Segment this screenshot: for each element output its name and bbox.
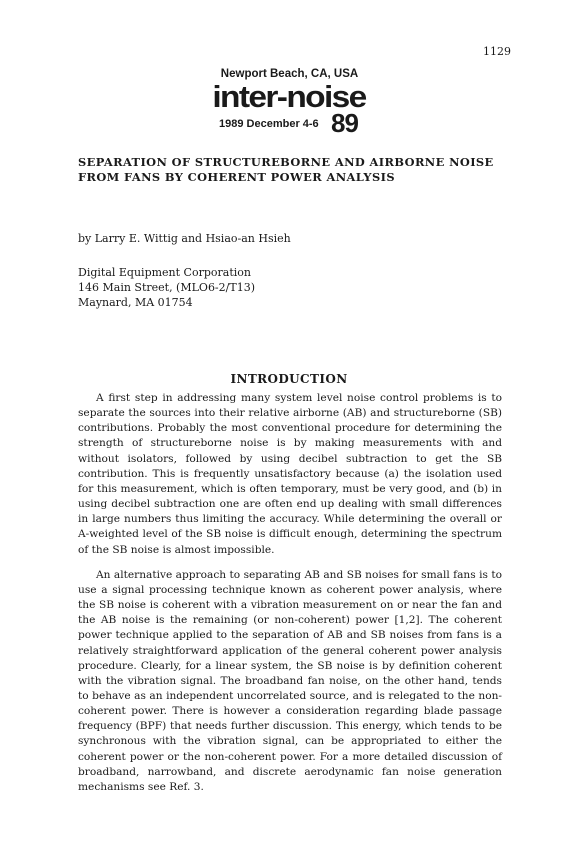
page-number: 1129 xyxy=(483,45,511,58)
section-heading: INTRODUCTION xyxy=(230,372,348,386)
affiliation-city: Maynard, MA 01754 xyxy=(78,296,193,309)
inter-noise-logo: inter-noise xyxy=(212,79,366,114)
conference-dates: 1989 December 4-6 xyxy=(219,118,319,130)
section-body xyxy=(78,391,502,805)
affiliation-street: 146 Main Street, (MLO6-2/T13) xyxy=(78,281,255,294)
conference-year-mark: 89 xyxy=(331,108,358,138)
title-line-2: FROM FANS BY COHERENT POWER ANALYSIS xyxy=(78,170,395,184)
paper-authors: by Larry E. Wittig and Hsiao-an Hsieh xyxy=(78,232,291,245)
author-affiliation xyxy=(78,265,255,310)
conference-header xyxy=(0,68,578,138)
conference-date-row xyxy=(0,108,578,138)
body-paragraph-2: An alternative approach to separating AB and SB noises for small fans is to use a signal processing technique known as coherent power analysis, where the SB noise is coherent with a vibration measurement on or near the fan and the AB noise is the remaining (or non-coherent) power [1,2]. The coherent power technique applied to the separation of AB and SB noises from fans is a relatively straightforward application of the general coherent power analysis procedure. Clearly, for a linear system, the SB noise is by definition coherent with the vibration signal. The broadband fan noise, on the other hand, tends to behave as an independent uncorrelated source, and is relegated to the non-coherent power. There is however a consideration regarding blade passage frequency (BPF) that needs further discussion. This energy, which tends to be synchronous with the vibration signal, can be appropriated to either the coherent power or the non-coherent power. For a more detailed discussion of broadband, narrowband, and discrete aerodynamic fan noise generation mechanisms see Ref. 3. xyxy=(78,568,502,793)
paper-title xyxy=(78,155,518,185)
conference-location: Newport Beach, CA, USA xyxy=(220,68,359,80)
affiliation-org: Digital Equipment Corporation xyxy=(78,266,251,279)
body-paragraph-1: A first step in addressing many system level noise control problems is to separate the sources into their relative airborne (AB) and structureborne (SB) contributions. Probably the most conventional procedure for determining the strength of structureborne noise is by making measurements with and without isolators, followed by using decibel subtraction to get the SB contribution. This is frequently unsatisfactory because (a) the isolation used for this measurement, which is often temporary, must be very good, and (b) in using decibel subtraction one are often end up dealing with small differences in large numbers thus limiting the accuracy. While determining the overall or A-weighted level of the SB noise is difficult enough, determining the spectrum of the SB noise is almost impossible. xyxy=(78,392,502,556)
title-line-1: SEPARATION OF STRUCTUREBORNE AND AIRBORNE NOISE xyxy=(78,155,494,169)
